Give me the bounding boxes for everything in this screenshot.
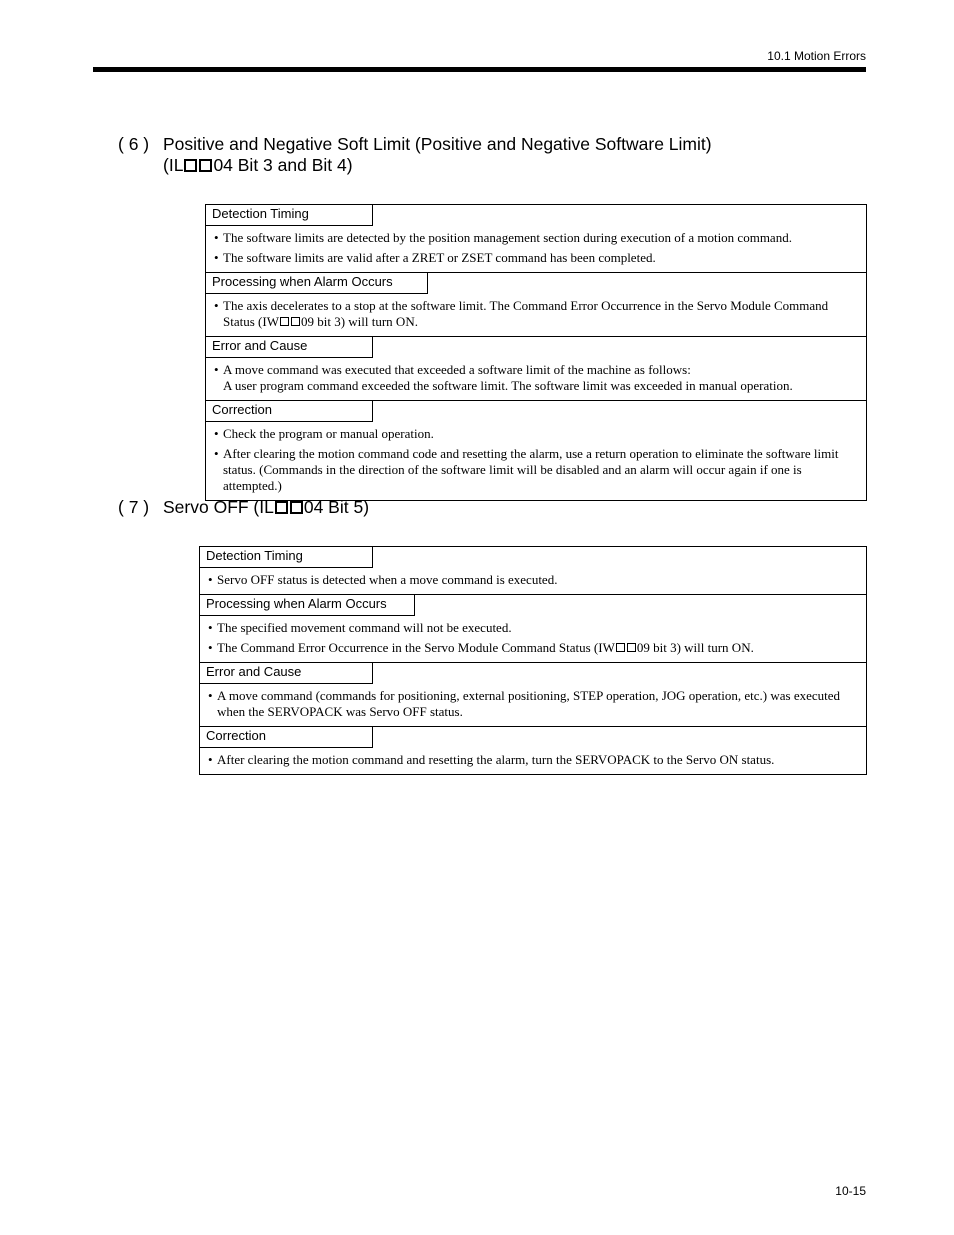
list-item: • Servo OFF status is detected when a move command is executed. [208, 572, 858, 588]
detection-timing-content [206, 226, 866, 272]
section-6-title [163, 134, 712, 176]
correction-content [206, 422, 866, 500]
placeholder-box-icon [184, 159, 197, 172]
error-cause-label: Error and Cause [206, 337, 373, 358]
error-cause-content [206, 358, 866, 400]
section-7-title: Servo OFF (IL 04 Bit 5) [163, 497, 370, 517]
section-7-number: ( 7 ) [118, 497, 150, 517]
placeholder-box-icon [280, 317, 289, 326]
error-cause-row [200, 662, 866, 684]
list-item: • Check the program or manual operation. [214, 426, 858, 442]
list-item: • The software limits are valid after a ZRET or ZSET command has been completed. [214, 250, 858, 266]
section-6-heading [118, 134, 878, 178]
detection-timing-row [206, 205, 866, 226]
header-rule [93, 67, 866, 72]
placeholder-box-icon [627, 643, 636, 652]
list-item: • The Command Error Occurrence in the Servo Module Command Status (IW 09 bit 3) will turn ON. [208, 640, 858, 656]
list-item: • A move command (commands for positioning, external positioning, STEP operation, JOG operation, etc.) was executed when the SERVOPACK was Servo OFF status. [208, 688, 858, 720]
processing-content [200, 616, 866, 662]
correction-content [200, 748, 866, 774]
correction-label: Correction [206, 401, 373, 422]
error-cause-row [206, 336, 866, 358]
list-item: • A move command was executed that exceeded a software limit of the machine as follows: [214, 362, 858, 378]
correction-row [200, 726, 866, 748]
placeholder-box-icon [616, 643, 625, 652]
list-item: • After clearing the motion command and resetting the alarm, turn the SERVOPACK to the Servo ON status. [208, 752, 858, 768]
list-item-continuation: A user program command exceeded the software limit. The software limit was exceeded in manual operation. [223, 378, 793, 393]
error-cause-label: Error and Cause [200, 663, 373, 684]
running-header: 10.1 Motion Errors [767, 49, 866, 63]
error-cause-content [200, 684, 866, 726]
processing-label: Processing when Alarm Occurs [200, 595, 415, 616]
processing-row [200, 594, 866, 616]
processing-content [206, 294, 866, 336]
section-6-title-line1: Positive and Negative Soft Limit (Positive and Negative Software Limit) [163, 134, 712, 154]
placeholder-box-icon [275, 501, 288, 514]
detection-timing-label: Detection Timing [206, 205, 373, 226]
placeholder-box-icon [291, 317, 300, 326]
processing-label: Processing when Alarm Occurs [206, 273, 428, 294]
section-7-table [199, 546, 867, 775]
list-item: • The specified movement command will not be executed. [208, 620, 858, 636]
detection-timing-label: Detection Timing [200, 547, 373, 568]
detection-timing-content [200, 568, 866, 594]
section-6-title-line2: (IL 04 Bit 3 and Bit 4) [163, 155, 353, 175]
correction-label: Correction [200, 727, 373, 748]
placeholder-box-icon [199, 159, 212, 172]
list-item: • The software limits are detected by the position management section during execution of a motion command. [214, 230, 858, 246]
page-number: 10-15 [835, 1184, 866, 1198]
section-6-number: ( 6 ) [118, 134, 150, 154]
section-7-heading [118, 497, 878, 521]
processing-row [206, 272, 866, 294]
detection-timing-row [200, 547, 866, 568]
section-6-table [205, 204, 867, 501]
placeholder-box-icon [290, 501, 303, 514]
list-item: • After clearing the motion command code and resetting the alarm, use a return operation to eliminate the software limit status. (Commands in the direction of the software limit will be disabled and an alarm will occur again if one is attempted.) [214, 446, 858, 494]
list-item: • The axis decelerates to a stop at the software limit. The Command Error Occurrence in the Servo Module Command Status (IW 09 bit 3) will turn ON. [214, 298, 858, 330]
correction-row [206, 400, 866, 422]
